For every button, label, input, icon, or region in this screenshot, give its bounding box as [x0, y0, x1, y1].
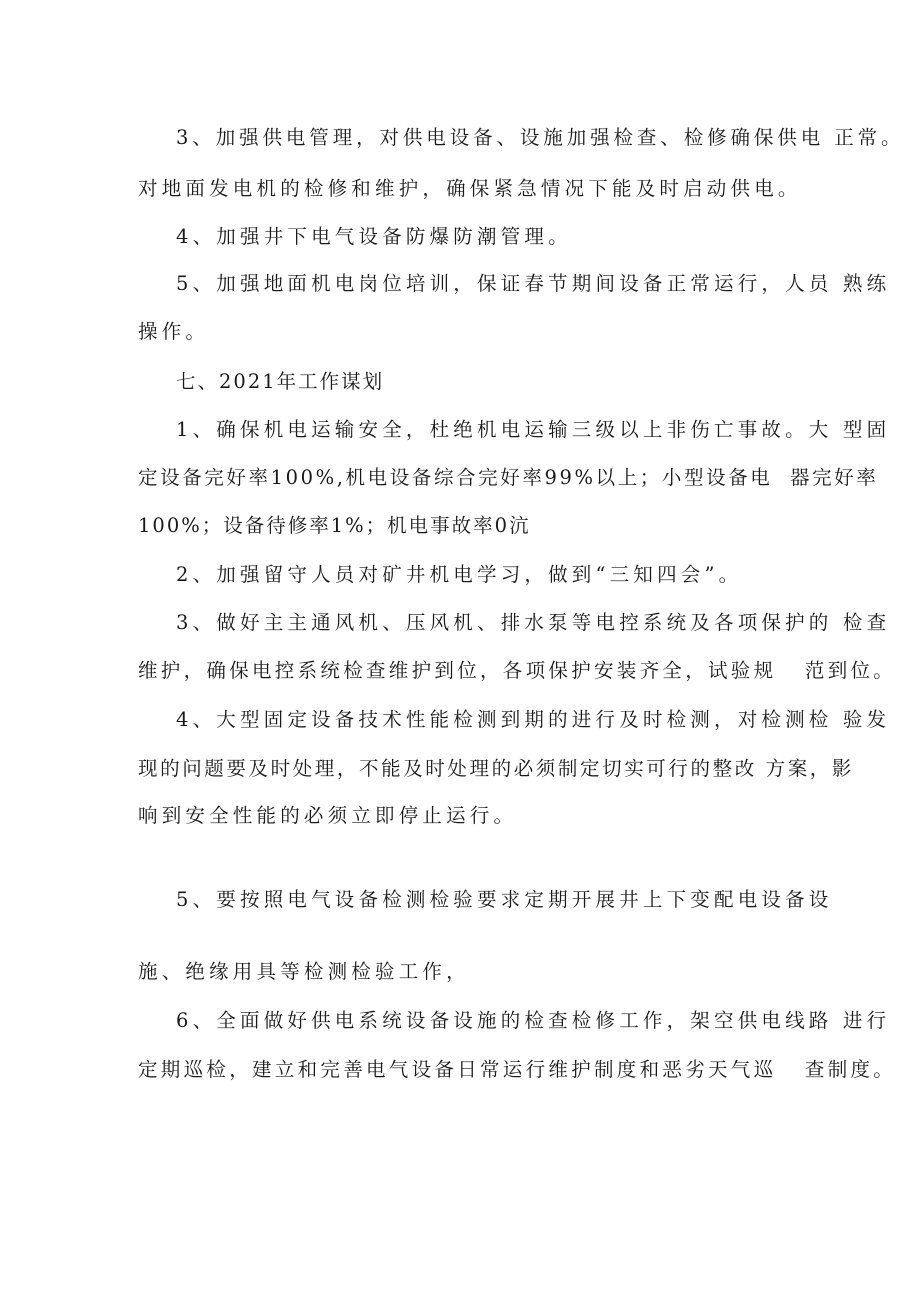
section-heading: 七、2021年工作谋划: [176, 370, 385, 393]
text-line: 现的问题要及时处理，不能及时处理的必须制定切实可行的整改 方案，影: [138, 757, 854, 780]
text-line: 定期巡检，建立和完善电气设备日常运行维护制度和恶劣天气巡 查制度。: [138, 1058, 897, 1081]
text-line: 操作。: [138, 320, 210, 343]
text-line: 100%；设备待修率1%；机电事故率0沆: [138, 514, 531, 537]
text-line: 3、加强供电管理，对供电设备、设施加强检查、检修确保供电 正常。: [176, 126, 905, 149]
text-line: 对地面发电机的检修和维护，确保紧急情况下能及时启动供电。: [138, 177, 802, 200]
text-line: 4、加强井下电气设备防爆防潮管理。: [176, 225, 572, 248]
text-line: 5、要按照电气设备检测检验要求定期开展井上下变配电设备设: [176, 888, 833, 911]
text-line: 6、全面做好供电系统设备设施的检查检修工作，架空供电线路 进行: [176, 1009, 891, 1032]
text-line: 维护，确保电控系统检查维护到位，各项保护安装齐全，试验规 范到位。: [138, 659, 897, 682]
text-line: 施、绝缘用具等检测检验工作，: [138, 960, 470, 983]
text-line: 响到安全性能的必须立即停止运行。: [138, 804, 518, 827]
text-line: 3、做好主主通风机、压风机、排水泵等电控系统及各项保护的 检查: [176, 611, 891, 634]
text-line: 1、确保机电运输安全，杜绝机电运输三级以上非伤亡事故。大 型固: [176, 418, 891, 441]
text-line: 4、大型固定设备技术性能检测到期的进行及时检测，对检测检 验发: [176, 708, 891, 731]
text-line: 5、加强地面机电岗位培训，保证春节期间设备正常运行，人员 熟练: [176, 272, 891, 295]
text-line: 2、加强留守人员对矿井机电学习，做到“三知四会”。: [176, 563, 743, 586]
text-line: 定设备完好率100%,机电设备综合完好率99%以上；小型设备电 器完好率: [138, 466, 879, 489]
